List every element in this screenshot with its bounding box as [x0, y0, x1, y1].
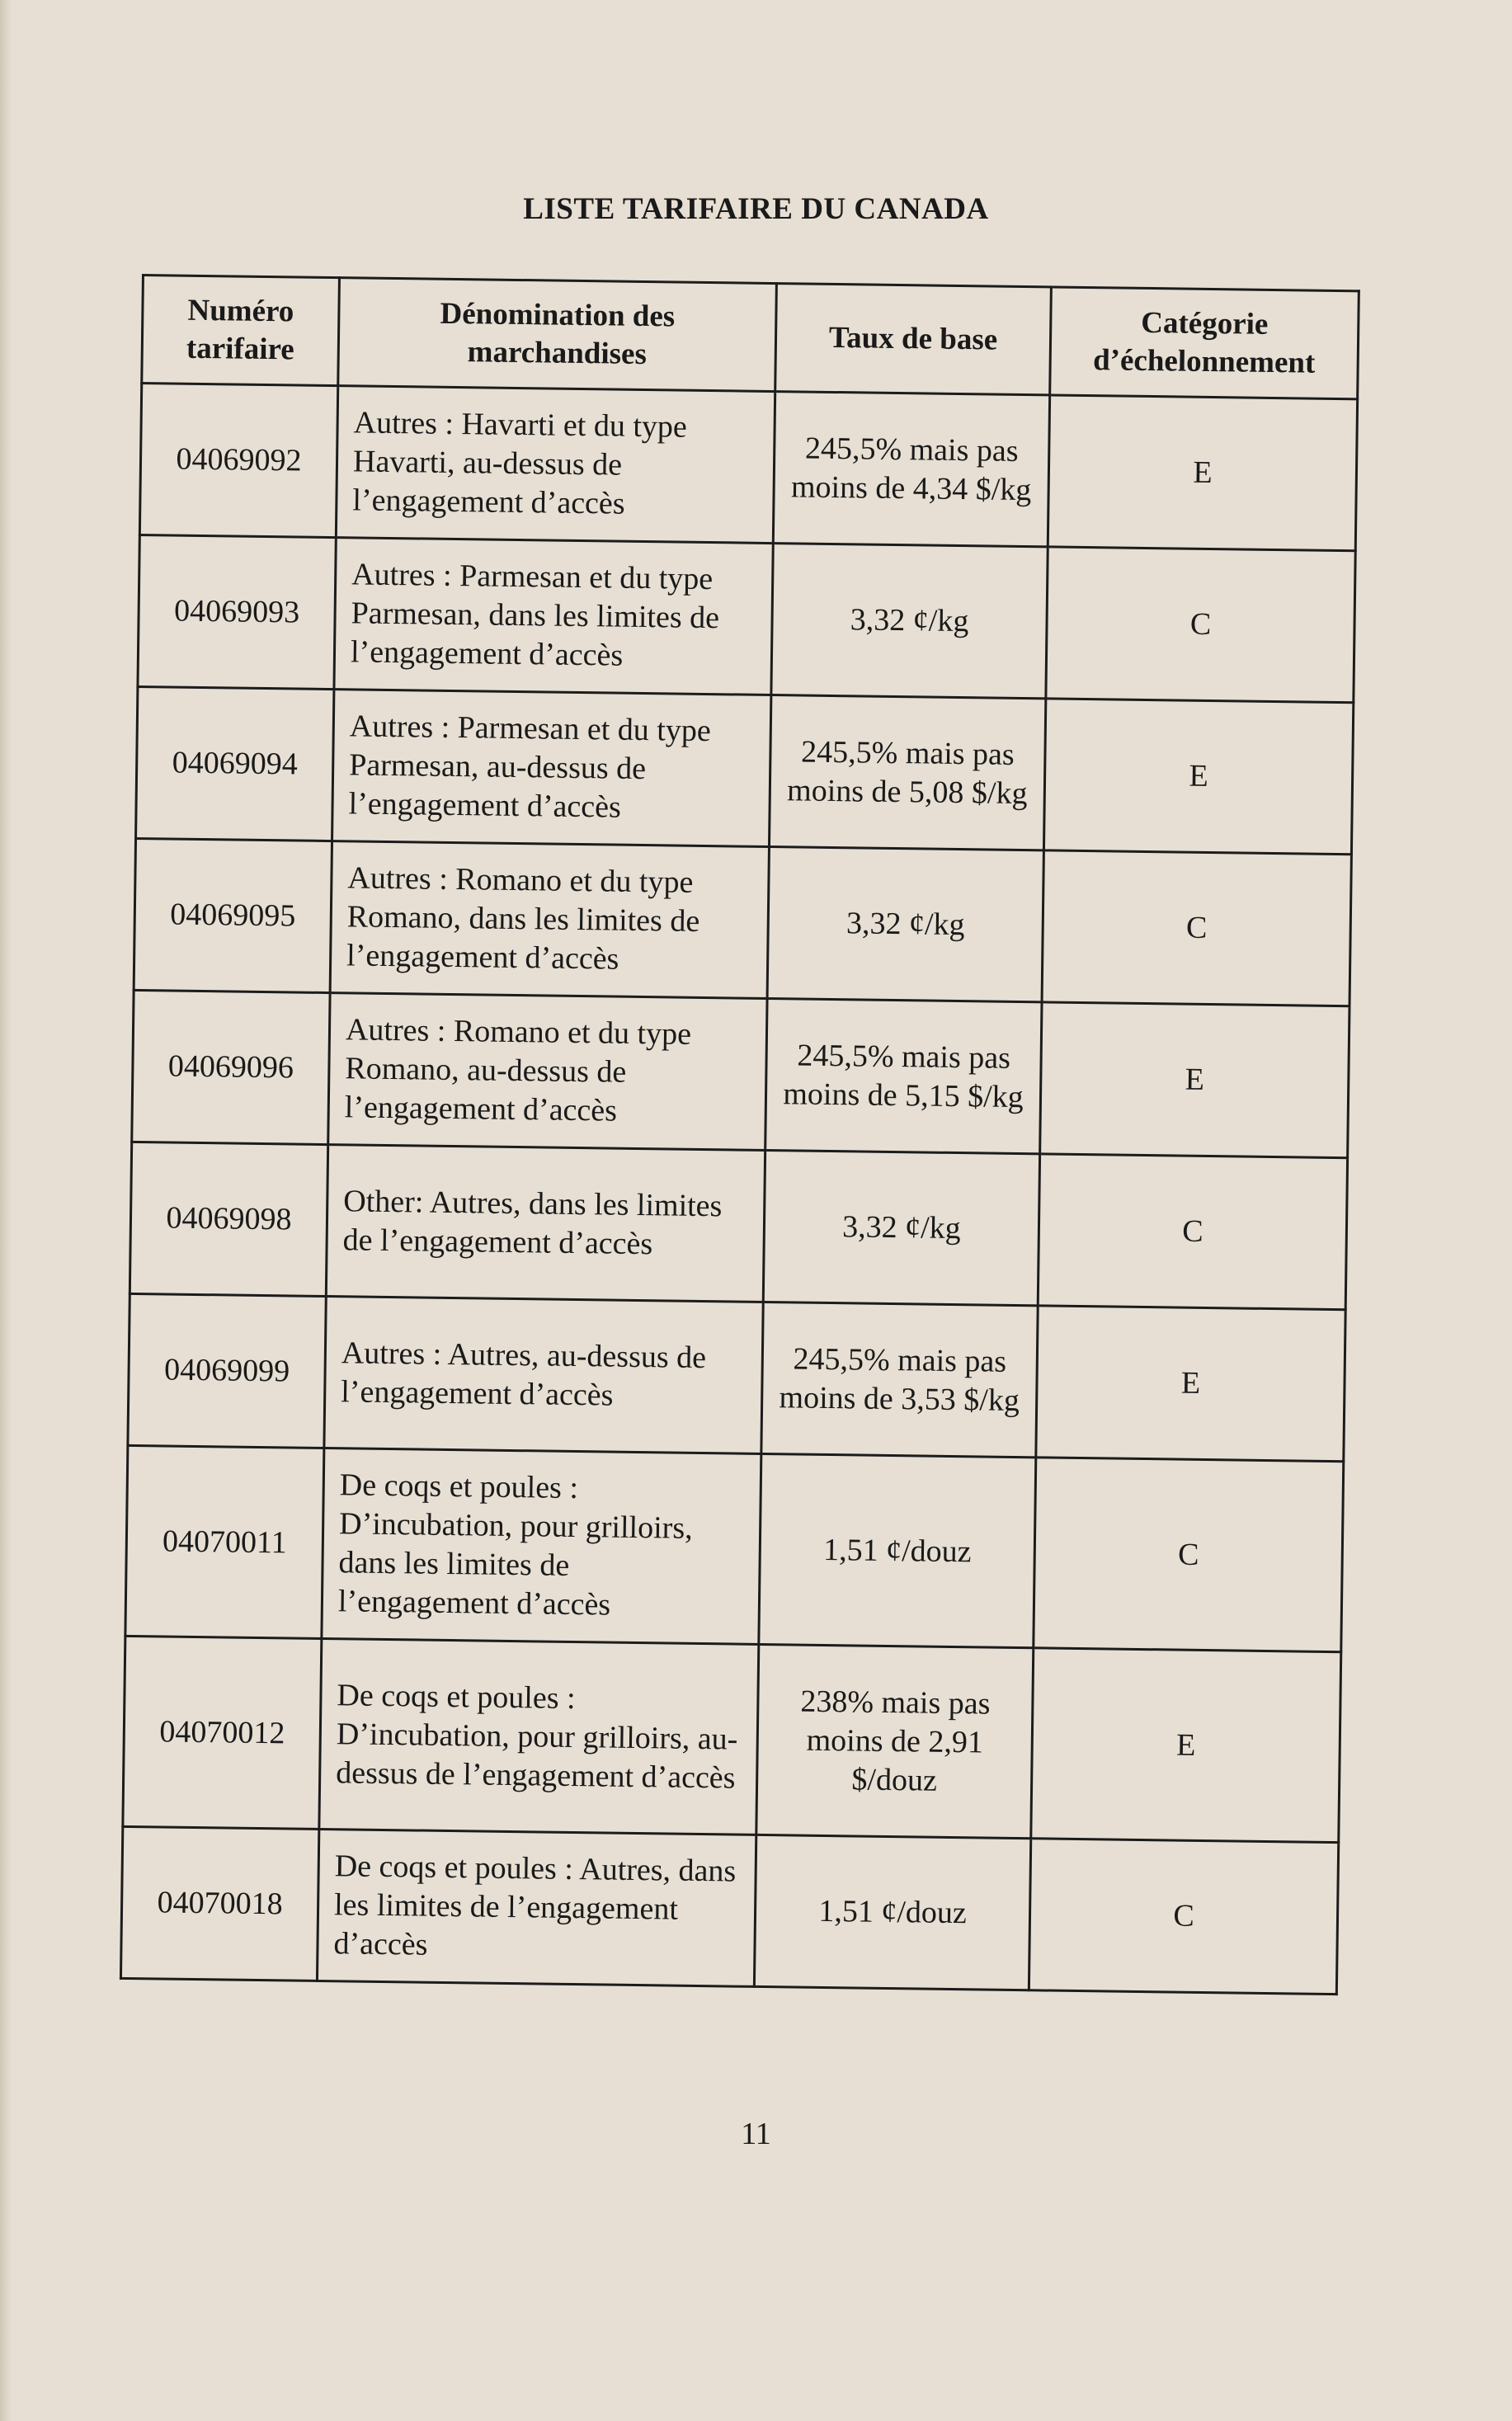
- goods-description: Autres : Romano et du type Romano, dans les limites de l’engagement d’accès: [330, 841, 769, 999]
- tariff-number: 04070012: [123, 1636, 322, 1829]
- staging-category: C: [1029, 1839, 1338, 1995]
- table-row: [125, 1445, 1344, 1651]
- tariff-number: 04069098: [130, 1142, 327, 1296]
- table-header-row: [142, 276, 1359, 399]
- tariff-number: 04069099: [128, 1293, 326, 1448]
- table-row: [138, 535, 1355, 702]
- tariff-number: 04069093: [138, 535, 336, 689]
- base-rate: 245,5% mais pas moins de 4,34 $/kg: [773, 392, 1049, 547]
- staging-category: C: [1038, 1154, 1347, 1310]
- table-row: [139, 384, 1357, 551]
- goods-description: Autres : Autres, au-dessus de l’engagement d’accès: [324, 1297, 763, 1454]
- base-rate: 238% mais pas moins de 2,91 $/douz: [756, 1644, 1034, 1838]
- goods-description: Other: Autres, dans les limites de l’engagement d’accès: [326, 1145, 765, 1302]
- base-rate: 245,5% mais pas moins de 3,53 $/kg: [761, 1302, 1038, 1457]
- goods-description: Autres : Parmesan et du type Parmesan, dans les limites de l’engagement d’accès: [334, 538, 773, 695]
- base-rate: 3,32 ¢/kg: [771, 544, 1048, 699]
- staging-category: E: [1048, 395, 1357, 551]
- base-rate: 3,32 ¢/kg: [763, 1150, 1039, 1305]
- goods-description: Autres : Parmesan et du type Parmesan, au-dessus de l’engagement d’accès: [332, 690, 771, 847]
- base-rate: 1,51 ¢/douz: [759, 1453, 1036, 1647]
- base-rate: 1,51 ¢/douz: [754, 1835, 1030, 1990]
- page-number: 11: [741, 2117, 771, 2151]
- table-row: [136, 686, 1354, 854]
- staging-category: E: [1031, 1648, 1341, 1843]
- tariff-number: 04070011: [125, 1445, 324, 1638]
- table-row: [132, 990, 1349, 1157]
- tariff-number: 04069092: [139, 384, 337, 538]
- header-tariff-number: Numéro tarifaire: [142, 276, 340, 386]
- staging-category: E: [1040, 1002, 1349, 1158]
- staging-category: C: [1034, 1458, 1344, 1652]
- tariff-number: 04069095: [134, 838, 332, 992]
- header-base-rate: Taux de base: [775, 284, 1052, 395]
- base-rate: 245,5% mais pas moins de 5,15 $/kg: [765, 998, 1042, 1153]
- base-rate: 3,32 ¢/kg: [767, 847, 1043, 1002]
- table-row: [123, 1636, 1341, 1842]
- staging-category: E: [1036, 1306, 1345, 1462]
- header-description: Dénomination des marchandises: [338, 278, 777, 392]
- header-staging-category: Catégorie d’échelonnement: [1050, 287, 1359, 399]
- page-binding-shadow: [0, 0, 12, 2421]
- table-row: [130, 1142, 1347, 1309]
- base-rate: 245,5% mais pas moins de 5,08 $/kg: [769, 695, 1045, 850]
- staging-category: C: [1042, 850, 1351, 1006]
- goods-description: Autres : Havarti et du type Havarti, au-dessus de l’engagement d’accès: [336, 386, 775, 544]
- tariff-number: 04070018: [120, 1826, 318, 1981]
- tariff-number: 04069096: [132, 990, 330, 1144]
- page-title: LISTE TARIFAIRE DU CANADA: [523, 192, 989, 226]
- table-row: [120, 1826, 1338, 1994]
- goods-description: Autres : Romano et du type Romano, au-dessus de l’engagement d’accès: [328, 993, 767, 1151]
- staging-category: C: [1046, 547, 1355, 703]
- table-row: [128, 1293, 1345, 1461]
- tariff-number: 04069094: [136, 686, 334, 841]
- goods-description: De coqs et poules : D’incubation, pour grilloirs, au-dessus de l’engagement d’accès: [319, 1638, 759, 1835]
- goods-description: De coqs et poules : Autres, dans les limites de l’engagement d’accès: [317, 1829, 756, 1986]
- staging-category: E: [1043, 699, 1353, 855]
- table-row: [134, 838, 1351, 1006]
- goods-description: De coqs et poules : D’incubation, pour grilloirs, dans les limites de l’engagement d’accès: [322, 1448, 761, 1645]
- tariff-table: [120, 274, 1360, 1995]
